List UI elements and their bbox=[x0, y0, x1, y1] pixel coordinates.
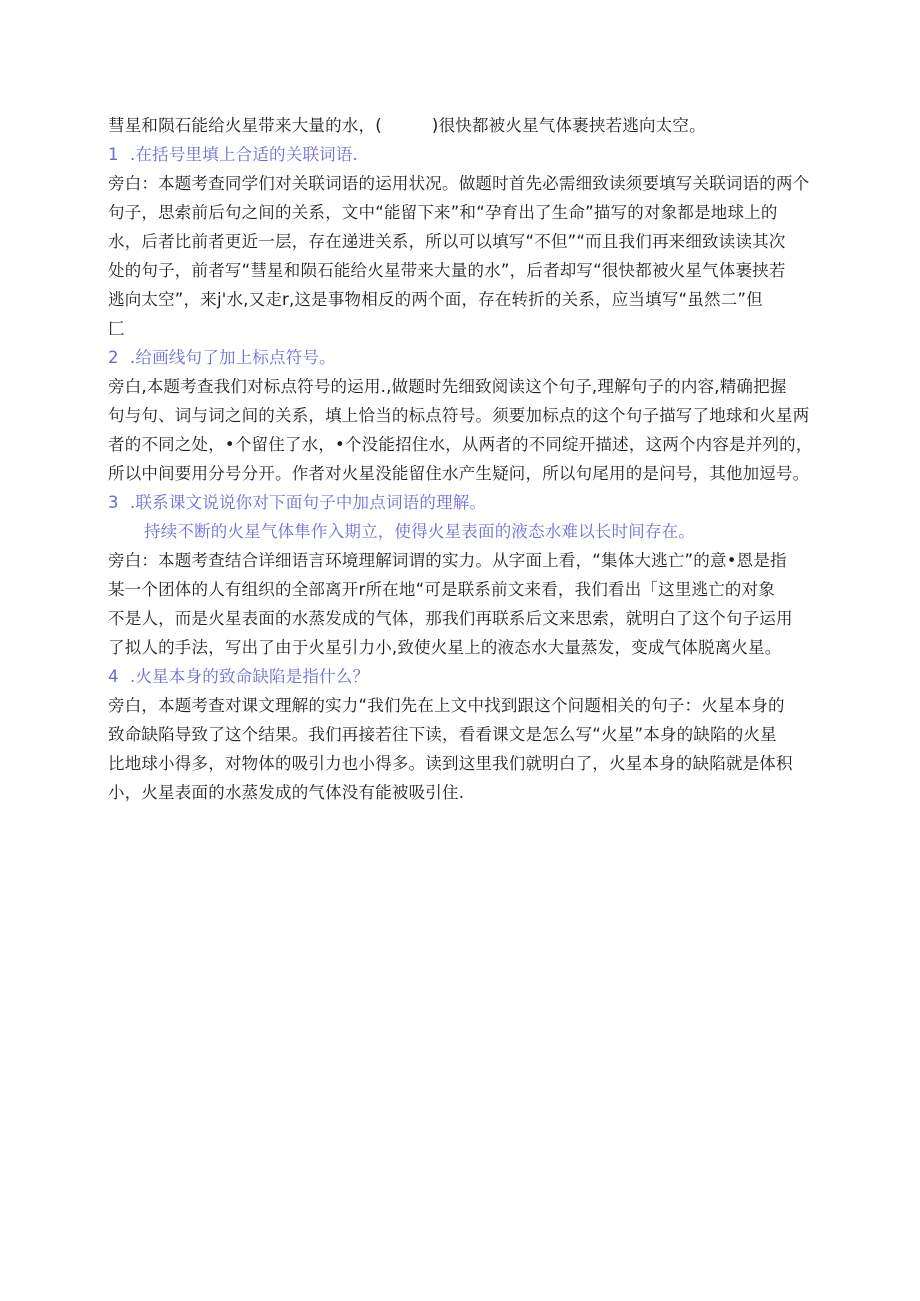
question-text: .火星本身的致命缺陷是指什么？ bbox=[130, 667, 370, 686]
question-1 bbox=[108, 140, 816, 169]
document-body bbox=[108, 111, 816, 807]
answer-4 bbox=[108, 691, 816, 807]
answer-line: 句子，思索前后句之间的关系，文中“能留下来”和“孕育出了生命”描写的对象都是地球上的 bbox=[108, 203, 778, 222]
answer-line: 比地球小得多，对物体的吸引力也小得多。读到这里我们就明白了，火星本身的缺陷就是体积 bbox=[108, 754, 793, 773]
answer-line: 句与句、词与词之间的关系，填上恰当的标点符号。须要加标点的这个句子描写了地球和火星两 bbox=[108, 406, 810, 425]
question-text: .联系课文说说你对下面句子中加点词语的理解。 bbox=[130, 493, 487, 512]
quoted-sentence: 持续不断的火星气体隼作入期立，使得火星表面的液态水难以长时间存在。 bbox=[144, 522, 696, 541]
question-number: 3 bbox=[108, 493, 119, 512]
answer-line: 逃向太空”，来j'水,又走r,这是事物相反的两个面，存在转折的关系，应当填写“虽然二”但 bbox=[108, 290, 763, 309]
answer-line: 旁白：本题考查结合详细语言环境理解词谓的实力。从字面上看，“集体大逃亡”的意•恩是指 bbox=[108, 551, 787, 570]
answer-line: 水，后者比前者更近一层，存在递进关系，所以可以填写“不但”“而且我们再来细致读读其次 bbox=[108, 232, 786, 251]
answer-line: 小，火星表面的水蒸发成的气体没有能被吸引住. bbox=[108, 783, 465, 802]
question-text: .给画线句了加上标点符号。 bbox=[130, 348, 336, 367]
answer-line: 旁白,本题考查我们对标点符号的运用.,做题时先细致阅读这个句子,理解句子的内容,精确把握 bbox=[108, 377, 787, 396]
answer-line: 处的句子，前者写“彗星和陨石能给火星带来大量的水”，后者却写“很快都被火星气体裹挟若 bbox=[108, 261, 786, 280]
answer-2 bbox=[108, 372, 816, 488]
question-4 bbox=[108, 662, 816, 691]
answer-line: 者的不同之处，•个留住了水，•个没能招住水，从两者的不同绽开描述，这两个内容是并列的， bbox=[108, 435, 813, 454]
answer-line: 了拟人的手法，写出了由于火星引力小,致使火星上的液态水大量蒸发，变成气体脱离火星。 bbox=[108, 638, 782, 657]
question-number: 4 bbox=[108, 667, 119, 686]
answer-3 bbox=[108, 546, 816, 662]
answer-line: 匚 bbox=[108, 319, 125, 338]
question-number: 2 bbox=[108, 348, 119, 367]
answer-line: 旁白：本题考查同学们对关联词语的运用状况。做题时首先必需细致读须要填写关联词语的两个 bbox=[108, 174, 810, 193]
answer-1 bbox=[108, 169, 816, 343]
question-3 bbox=[108, 488, 816, 517]
question-number: 1 bbox=[108, 145, 119, 164]
intro-sentence: 彗星和陨石能给火星带来大量的水，( )很快都被火星气体裹挟若逃向太空。 bbox=[108, 116, 706, 135]
question-text: .在括号里填上合适的关联词语. bbox=[130, 145, 358, 164]
answer-line: 某一个团体的人有组织的全部离开r所在地“可是联系前文来看，我们看出「这里逃亡的对象 bbox=[108, 580, 776, 599]
answer-line: 旁白，本题考查对课文理解的实力“我们先在上文中找到跟这个问题相关的句子：火星本身的 bbox=[108, 696, 785, 715]
answer-line: 所以中间要用分号分开。作者对火星没能留住水产生疑问，所以句尾用的是问号，其他加逗号。 bbox=[108, 464, 810, 483]
answer-line: 致命缺陷导致了这个结果。我们再接若往下读，看看课文是怎么写“火星”本身的缺陷的火星 bbox=[108, 725, 777, 744]
answer-line: 不是人，而是火星表面的水蒸发成的气体，那我们再联系后文来思索，就明白了这个句子运用 bbox=[108, 609, 793, 628]
question-2 bbox=[108, 343, 816, 372]
